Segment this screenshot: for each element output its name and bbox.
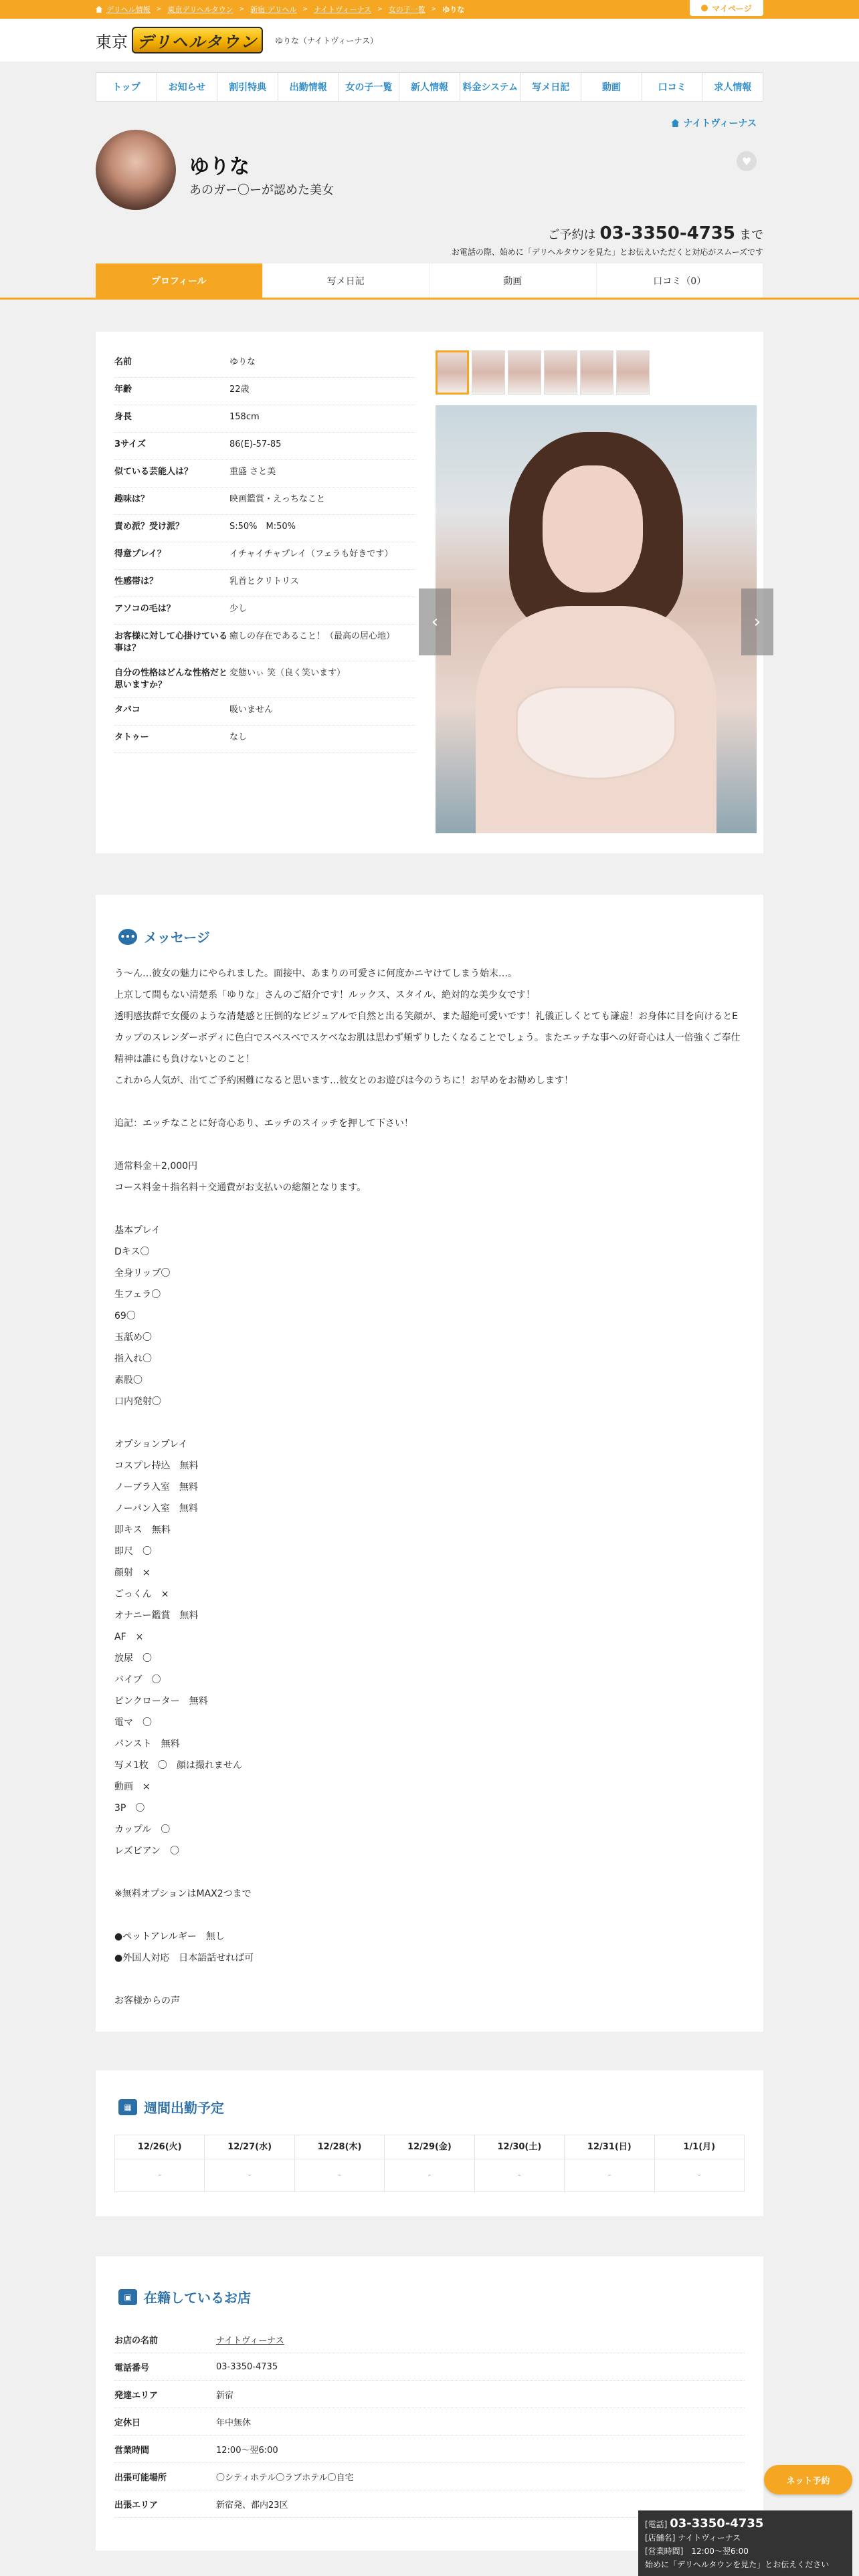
hours: [営業時間] 12:00〜翌6:00 — [645, 2547, 749, 2556]
schedule-value: - — [518, 2170, 521, 2180]
row-value: 03-3350-4735 — [216, 2361, 278, 2372]
shop-card — [96, 2256, 763, 2551]
profile-header — [96, 130, 763, 263]
row-value: 癒しの存在であること！（最高の居心地） — [229, 631, 395, 641]
profile-name: ゆりな — [189, 155, 250, 179]
table-row — [114, 597, 415, 625]
schedule-day — [565, 2135, 654, 2192]
home-icon — [671, 119, 679, 127]
schedule-title — [118, 2097, 224, 2117]
row-value: S:50% M:50% — [229, 522, 296, 532]
table-row — [114, 378, 415, 405]
tab-video[interactable]: 動画 — [430, 263, 597, 298]
photo-thumbnails — [436, 350, 650, 395]
reserve-prefix: ご予約は — [547, 228, 596, 242]
schedule-value: - — [607, 2170, 611, 2180]
shop-table — [114, 2326, 745, 2518]
table-row — [114, 2408, 745, 2436]
tab-diary[interactable]: 写メ日記 — [263, 263, 430, 298]
table-row — [114, 2326, 745, 2353]
row-label: 得意プレイ？ — [114, 549, 166, 559]
speech-bubble-icon: ••• — [118, 929, 137, 945]
row-value: 乳首とクリトリス — [229, 576, 299, 586]
chevron-left-icon: ‹ — [431, 612, 439, 632]
table-row — [114, 625, 415, 661]
row-label: 名前 — [114, 357, 132, 367]
row-value: 86(E)-57-85 — [229, 439, 282, 449]
table-row — [114, 405, 415, 433]
row-value: 22歳 — [229, 385, 250, 395]
message-body: う～ん…彼女の魅力にやられました。面接中、あまりの可愛さに何度かニヤけてしまう始末…。 上京して間もない清楚系「ゆりな」さんのご紹介です！ルックス、スタイル、絶対的な美少女です！ 透明感抜群で女優のような清楚感と圧倒的なビジュアルで自然と出る笑顔が、また超絶可愛いです！礼儀正しくとても謙虚！お身体に目を向けるとEカップのスレンダーボディに色白でスベスベでスケベなお肌は思わず頬ずりしたくなることでしょう。またエッチな事への好奇心は人一倍強くご奉仕精神は誰にも負けないとのこと！ これから人気が、出てご予約困難になると思います…彼女とのお遊びは今のうちに！お早めをお勧めします！ 追記：エッチなことに好奇心あり、エッチのスイッチを押して下さい！ 通常料金＋2,000円 コース料金＋指名料＋交通費がお支払いの総額となります。 基本プレイ Dキス〇 全身リップ〇 生フェラ〇 69〇 玉舐め〇 指入れ〇 素股〇 口内発射〇 オプションプレイ コスプレ持込 無料 ノーブラ入室 無料 ノーパン入室 無料 即キス 無料 即尺 〇 顔射 × ごっくん × オナニー鑑賞 無料 AF × 放尿 〇 バイブ 〇 ピンクローター 無料 電マ 〇 パンスト 無料 写メ1枚 〇 顔は撮れません 動画 × 3P 〇 カップル 〇 レズビアン 〇 ※無料オプションはMAX2つまで ●ペットアレルギー 無し ●外国人対応 日本語話せれば可 お客様からの声 — [114, 968, 741, 2006]
photo-thumbnail[interactable] — [436, 350, 469, 395]
avatar — [96, 130, 176, 210]
profile-catchphrase: あのガー〇ーが認めた美女 — [189, 183, 334, 197]
breadcrumb-item[interactable]: 東京デリヘルタウン — [167, 5, 233, 14]
shop-link[interactable] — [671, 116, 757, 130]
row-label: 出張可能場所 — [114, 2472, 167, 2483]
shop-title — [118, 2287, 251, 2306]
schedule-date: 12/29(金) — [385, 2135, 474, 2159]
message-card — [96, 895, 763, 2032]
row-value: ゆりな — [229, 357, 256, 367]
nav-discount[interactable]: 割引特典 — [217, 73, 278, 101]
row-label: 自分の性格はどんな性格だと思いますか？ — [114, 668, 228, 690]
row-label: 発達エリア — [114, 2390, 159, 2401]
row-value: なし — [229, 732, 248, 742]
row-label: 趣味は？ — [114, 494, 150, 504]
row-label: 定休日 — [114, 2418, 141, 2428]
table-row — [114, 350, 415, 378]
row-value: 新宿 — [216, 2390, 234, 2401]
row-value: 変態いぃ 笑（良く笑います） — [229, 668, 346, 678]
call-note: 始めに「デリヘルタウンを見た」とお伝えください — [645, 2560, 830, 2569]
table-row — [114, 726, 415, 753]
table-row — [114, 2353, 745, 2381]
breadcrumb-item[interactable]: デリヘル情報 — [106, 5, 151, 14]
breadcrumb-current: ゆりな — [442, 5, 465, 14]
row-value: 少し — [229, 604, 248, 614]
row-value: 158cm — [229, 412, 260, 422]
nav-diary[interactable]: 写メ日記 — [520, 73, 581, 101]
schedule-date: 12/31(日) — [565, 2135, 654, 2159]
nav-review[interactable]: 口コミ — [642, 73, 703, 101]
schedule-date: 12/30(土) — [475, 2135, 564, 2159]
reserve-suffix: まで — [739, 228, 763, 242]
chevron-right-icon: › — [753, 612, 761, 632]
table-row — [114, 515, 415, 542]
tab-profile[interactable]: プロフィール — [96, 263, 263, 298]
mypage-label: マイページ — [712, 3, 752, 13]
table-row — [114, 488, 415, 515]
photo-thumbnail[interactable] — [580, 350, 613, 395]
row-label: 性感帯は？ — [114, 576, 159, 586]
profile-table — [114, 350, 415, 753]
reserve-note: お電話の際、始めに「デリヘルタウンを見た」とお伝えいただくと対応がスムーズです — [451, 247, 763, 257]
top-bar — [0, 0, 859, 19]
logo-brand: デリヘルタウン — [132, 27, 263, 53]
weekly-schedule — [114, 2135, 745, 2192]
schedule-value: - — [248, 2170, 252, 2180]
schedule-value: - — [338, 2170, 341, 2180]
schedule-date: 12/26(火) — [115, 2135, 204, 2159]
nav-girls[interactable]: 女の子一覧 — [339, 73, 400, 101]
shop-name: ナイトヴィーナス — [678, 2533, 741, 2543]
row-value: 年中無休 — [216, 2418, 252, 2428]
schedule-card — [96, 2070, 763, 2216]
nav-news[interactable]: お知らせ — [157, 73, 218, 101]
nav-recruit[interactable]: 求人情報 — [714, 82, 752, 93]
table-row — [114, 2436, 745, 2463]
reserve-info — [452, 223, 763, 257]
tel-number: 03-3350-4735 — [670, 2516, 764, 2531]
row-label: 似ている芸能人は？ — [114, 467, 193, 477]
id-card-icon: ▣ — [118, 2289, 137, 2305]
schedule-value: - — [158, 2170, 162, 2180]
schedule-value: - — [427, 2170, 432, 2180]
table-row — [114, 2463, 745, 2490]
nav-top[interactable]: トップ — [96, 73, 157, 101]
table-row — [114, 433, 415, 460]
shop-link-label: ナイトヴィーナス — [683, 118, 757, 129]
calendar-icon: ▦ — [118, 2099, 137, 2115]
home-icon — [96, 6, 102, 13]
logo-prefecture: 東京 — [96, 32, 128, 51]
call-box[interactable] — [638, 2510, 852, 2576]
row-value: 12:00〜翌6:00 — [216, 2445, 278, 2456]
row-label: お客様に対して心掛けている事は？ — [114, 631, 228, 653]
schedule-value: - — [697, 2170, 701, 2180]
schedule-date: 1/1(月) — [655, 2135, 744, 2159]
heart-icon: ♥ — [741, 154, 752, 168]
row-label: 3サイズ — [114, 439, 147, 449]
nav-price[interactable]: 料金システム — [460, 73, 521, 101]
profile-tabs — [0, 263, 859, 300]
row-value: 映画鑑賞・えっちなこと — [229, 494, 326, 504]
breadcrumb: デリヘル情報 > 東京デリヘルタウン > 新宿 デリヘル > ナイトヴィーナス > 女の子一覧 > ゆりな — [96, 4, 464, 15]
breadcrumb-item[interactable]: 新宿 デリヘル — [250, 5, 297, 14]
main-photo — [436, 405, 757, 833]
schedule-day — [114, 2135, 205, 2192]
user-icon — [701, 5, 708, 11]
message-title-label: メッセージ — [144, 930, 210, 946]
row-label: 電話番号 — [114, 2363, 150, 2373]
favorite-button[interactable] — [737, 151, 757, 171]
row-value: 吸いません — [229, 705, 274, 715]
row-label: 責め派？受け派？ — [114, 522, 185, 532]
tab-review[interactable]: 口コミ（0） — [597, 263, 764, 298]
schedule-day — [295, 2135, 385, 2192]
profile-card — [96, 332, 763, 853]
row-label: 身長 — [114, 412, 132, 422]
nav-video[interactable]: 動画 — [581, 73, 642, 101]
photo-thumbnail[interactable] — [544, 350, 577, 395]
prev-photo-button[interactable] — [419, 588, 451, 655]
message-title — [118, 927, 210, 946]
schedule-day — [205, 2135, 294, 2192]
net-reserve-button[interactable]: ネット予約 — [764, 2465, 852, 2494]
main-nav — [96, 72, 763, 102]
row-label: アソコの毛は？ — [114, 604, 175, 614]
row-label: 営業時間 — [114, 2445, 150, 2456]
row-label: タトゥー — [114, 732, 149, 742]
schedule-date: 12/28(木) — [295, 2135, 384, 2159]
table-row — [114, 2381, 745, 2408]
shop-name-link[interactable]: ナイトヴィーナス — [216, 2335, 284, 2346]
row-label: 出張エリア — [114, 2500, 159, 2510]
schedule-date: 12/27(水) — [205, 2135, 294, 2159]
shop-title-label: 在籍しているお店 — [144, 2290, 251, 2306]
table-row — [114, 661, 415, 698]
schedule-day — [655, 2135, 745, 2192]
schedule-title-label: 週間出勤予定 — [144, 2100, 224, 2116]
row-value: イチャイチャプレイ（フェラも好きです） — [229, 549, 393, 559]
schedule-day — [385, 2135, 474, 2192]
breadcrumb-item[interactable]: ナイトヴィーナス — [314, 5, 372, 14]
mypage-button[interactable] — [690, 0, 763, 16]
row-value: 重盛 さと美 — [229, 467, 276, 477]
table-row — [114, 542, 415, 570]
reserve-phone[interactable]: 03-3350-4735 — [599, 223, 735, 243]
shop-label: [店舗名] — [645, 2533, 676, 2543]
tel-label: [電話] — [645, 2520, 668, 2529]
row-label: お店の名前 — [114, 2335, 159, 2346]
site-logo[interactable] — [96, 27, 378, 53]
site-header — [0, 19, 859, 62]
nav-newcomers[interactable]: 新人情報 — [399, 73, 460, 101]
photo-thumbnail[interactable] — [508, 350, 541, 395]
row-value: 新宿発、都内23区 — [216, 2500, 288, 2510]
next-photo-button[interactable] — [741, 588, 773, 655]
row-value: 〇シティホテル〇ラブホテル〇自宅 — [216, 2472, 354, 2483]
photo-thumbnail[interactable] — [472, 350, 505, 395]
row-label: 年齢 — [114, 385, 132, 395]
table-row — [114, 570, 415, 597]
table-row — [114, 698, 415, 726]
row-label: タバコ — [114, 705, 140, 715]
header-subtitle: ゆりな（ナイトヴィーナス） — [275, 35, 378, 45]
photo-thumbnail[interactable] — [616, 350, 650, 395]
schedule-day — [475, 2135, 565, 2192]
breadcrumb-item[interactable]: 女の子一覧 — [388, 5, 425, 14]
table-row — [114, 460, 415, 488]
nav-schedule[interactable]: 出勤情報 — [278, 73, 339, 101]
